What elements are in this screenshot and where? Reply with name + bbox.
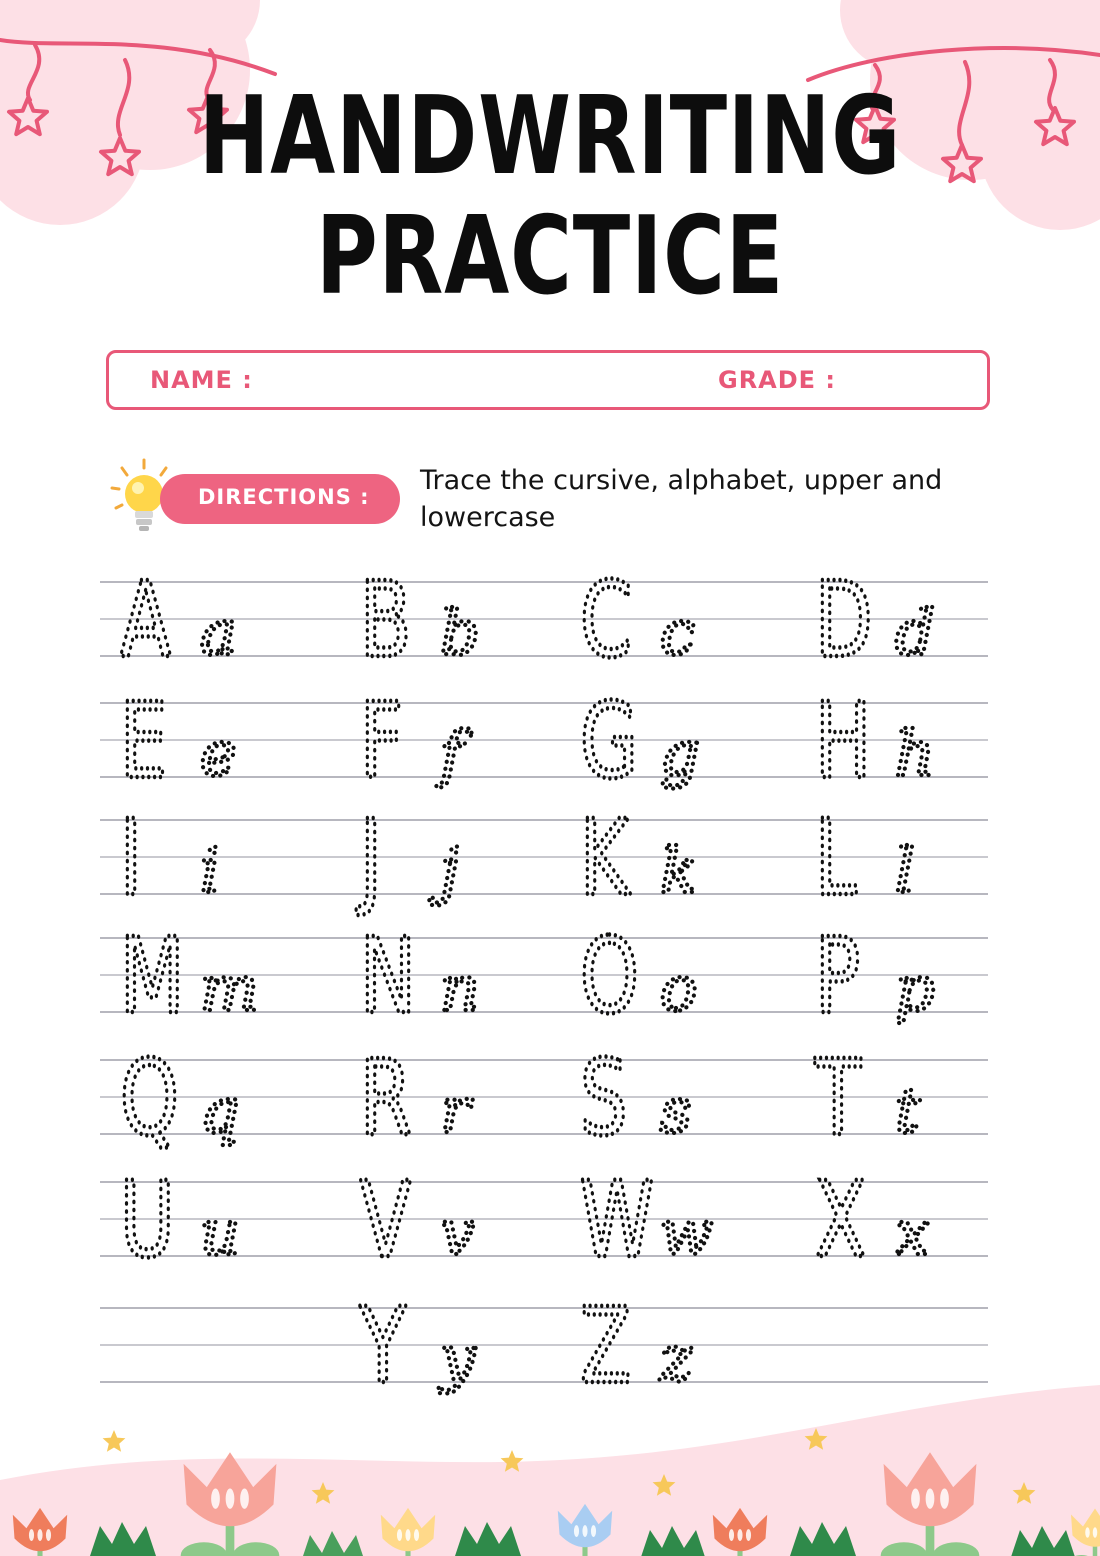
dotted-uppercase-letter: C — [580, 560, 633, 682]
dotted-cursive-lowercase-letter: s — [660, 1074, 692, 1147]
dotted-cursive-lowercase-letter: n — [440, 952, 480, 1025]
dotted-uppercase-letter: J — [360, 798, 383, 920]
dotted-cursive-lowercase-letter: z — [660, 1322, 693, 1395]
tracing-row — [100, 682, 988, 803]
dotted-uppercase-letter: R — [360, 1038, 413, 1160]
dotted-cursive-lowercase-letter: i — [200, 834, 220, 907]
dotted-cursive-lowercase-letter: u — [200, 1196, 240, 1269]
dotted-cursive-lowercase-letter: k — [660, 834, 698, 907]
dotted-uppercase-letter: Y — [360, 1286, 406, 1408]
dotted-uppercase-letter: X — [815, 1160, 867, 1282]
dotted-uppercase-letter: U — [120, 1160, 175, 1282]
dotted-cursive-lowercase-letter: a — [200, 596, 237, 669]
dotted-cursive-lowercase-letter: c — [660, 596, 695, 669]
directions-text: Trace the cursive, alphabet, upper and lowercase — [420, 465, 943, 533]
dotted-cursive-lowercase-letter: p — [895, 952, 935, 1025]
dotted-cursive-lowercase-letter: l — [895, 834, 915, 907]
dotted-uppercase-letter: V — [360, 1160, 412, 1282]
dotted-cursive-lowercase-letter: m — [200, 952, 259, 1025]
dotted-cursive-lowercase-letter: e — [200, 717, 237, 790]
tracing-row — [100, 561, 988, 682]
dotted-cursive-lowercase-letter: b — [440, 596, 480, 669]
page-title-line1: HANDWRITING — [198, 74, 902, 199]
dotted-uppercase-letter: M — [120, 916, 185, 1038]
dotted-cursive-lowercase-letter: t — [895, 1074, 920, 1147]
dotted-uppercase-letter: T — [815, 1038, 861, 1160]
grade-label: GRADE : — [718, 366, 837, 394]
dotted-cursive-lowercase-letter: x — [895, 1196, 930, 1269]
dotted-uppercase-letter: N — [360, 916, 417, 1038]
dotted-cursive-lowercase-letter: g — [660, 717, 700, 790]
dotted-uppercase-letter: B — [360, 560, 412, 682]
dotted-uppercase-letter: D — [815, 560, 873, 682]
dotted-uppercase-letter: A — [120, 560, 172, 682]
name-label: NAME : — [150, 366, 253, 394]
dotted-uppercase-letter: F — [360, 681, 404, 803]
dotted-cursive-lowercase-letter: f — [440, 717, 463, 790]
dotted-cursive-lowercase-letter: y — [440, 1322, 476, 1395]
dotted-cursive-lowercase-letter: w — [660, 1196, 714, 1269]
dotted-uppercase-letter: Q — [120, 1038, 179, 1160]
tracing-row — [100, 1287, 988, 1408]
tracing-row — [100, 1161, 988, 1282]
page-title-line2: PRACTICE — [315, 194, 785, 319]
dotted-cursive-lowercase-letter: v — [440, 1196, 476, 1269]
dotted-uppercase-letter: H — [815, 681, 872, 803]
dotted-uppercase-letter: Z — [580, 1286, 632, 1408]
directions-label: DIRECTIONS : — [198, 485, 370, 509]
dotted-cursive-lowercase-letter: j — [440, 834, 460, 907]
tracing-row — [100, 1039, 988, 1160]
dotted-cursive-lowercase-letter: q — [200, 1074, 240, 1147]
dotted-uppercase-letter: O — [580, 916, 639, 1038]
tracing-row — [100, 799, 988, 920]
dotted-cursive-lowercase-letter: r — [440, 1074, 470, 1147]
dotted-uppercase-letter: L — [815, 798, 857, 920]
dotted-uppercase-letter: S — [580, 1038, 628, 1160]
dotted-uppercase-letter: K — [580, 798, 630, 920]
dotted-cursive-lowercase-letter: h — [895, 717, 935, 790]
dotted-uppercase-letter: I — [120, 798, 143, 920]
dotted-uppercase-letter: G — [580, 681, 639, 803]
tracing-row — [100, 917, 988, 1038]
dotted-cursive-lowercase-letter: d — [895, 596, 935, 669]
dotted-uppercase-letter: P — [815, 916, 861, 1038]
dotted-uppercase-letter: E — [120, 681, 168, 803]
dotted-cursive-lowercase-letter: o — [660, 952, 698, 1025]
dotted-uppercase-letter: W — [580, 1160, 655, 1282]
